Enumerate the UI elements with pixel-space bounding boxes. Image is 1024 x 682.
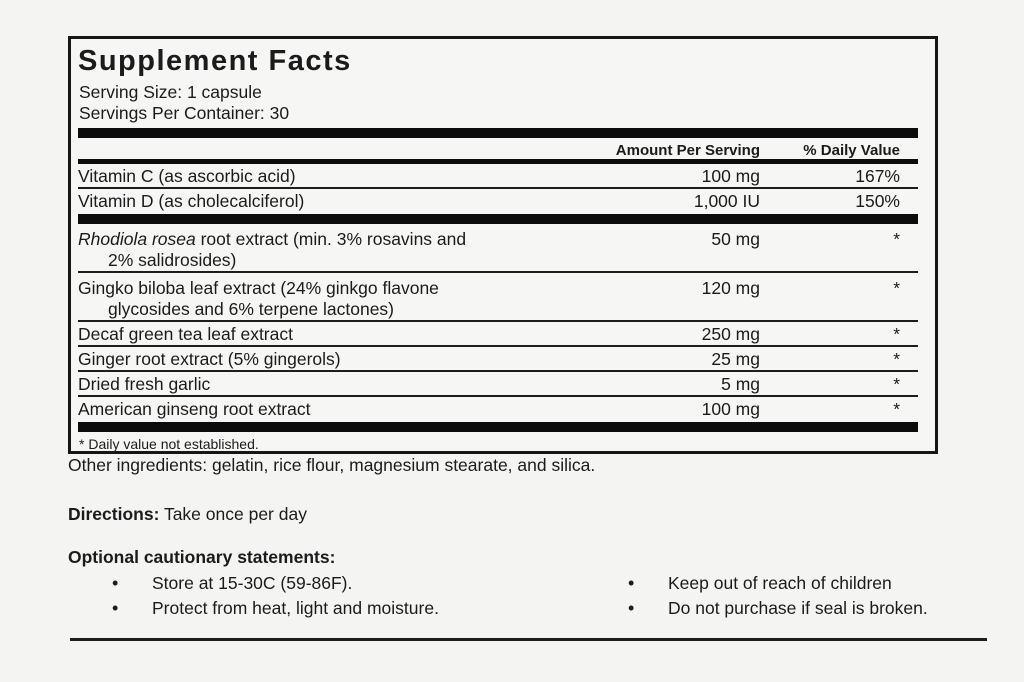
ingredient-name: Decaf green tea leaf extract — [78, 324, 293, 344]
ingredient-name-line2: 2% salidrosides) — [108, 250, 237, 270]
ingredient-name: American ginseng root extract — [78, 399, 311, 419]
amount-column-header: Amount Per Serving — [615, 142, 760, 159]
caution-text: Keep out of reach of children — [668, 573, 892, 593]
other-ingredients: Other ingredients: gelatin, rice flour, magnesium stearate, and silica. — [68, 455, 596, 475]
amount-cell: 50 mg — [711, 229, 760, 249]
bullet-icon: • — [112, 598, 119, 618]
daily-value-cell: * — [893, 399, 900, 419]
bullet-icon: • — [628, 573, 635, 593]
daily-value-cell: * — [893, 374, 900, 394]
bullet-icon: • — [628, 598, 635, 618]
ingredient-name: Vitamin C (as ascorbic acid) — [78, 166, 296, 186]
ingredient-row — [78, 224, 918, 273]
ingredient-name: Dried fresh garlic — [78, 374, 211, 394]
amount-cell: 25 mg — [711, 349, 760, 369]
directions-text: Take once per day — [159, 504, 307, 524]
bullet-icon: • — [112, 573, 119, 593]
daily-value-cell: * — [893, 278, 900, 298]
daily-value-column-header: % Daily Value — [803, 142, 900, 159]
table-header-row — [78, 138, 918, 159]
caution-item — [112, 571, 439, 596]
panel-title: Supplement Facts — [78, 45, 352, 77]
ingredient-row — [78, 397, 918, 422]
divider-bar — [78, 128, 918, 138]
ingredient-row — [78, 347, 918, 372]
ingredient-row — [78, 189, 918, 214]
cautions-heading: Optional cautionary statements: — [68, 547, 336, 567]
directions-line — [68, 504, 307, 525]
ingredient-row — [78, 322, 918, 347]
caution-text: Do not purchase if seal is broken. — [668, 598, 928, 618]
serving-size: Serving Size: 1 capsule — [79, 82, 262, 102]
scientific-name: Rhodiola rosea — [78, 229, 196, 249]
caution-item — [628, 571, 928, 596]
ingredient-name: Gingko biloba leaf extract (24% ginkgo flavone glycosides and 6% terpene lactones) — [78, 278, 615, 320]
caution-item — [628, 596, 928, 621]
ingredient-name-line2: glycosides and 6% terpene lactones) — [108, 299, 395, 319]
ingredient-row — [78, 273, 918, 322]
supplement-facts-panel — [68, 36, 938, 454]
facts-table — [78, 128, 918, 432]
ingredient-name: Rhodiola rosea root extract (min. 3% rosavins and 2% salidrosides) — [78, 229, 615, 271]
caution-item — [112, 596, 439, 621]
daily-value-cell: 167% — [855, 166, 900, 186]
serving-info — [71, 82, 935, 124]
divider-bar — [78, 214, 918, 224]
ingredient-row — [78, 372, 918, 397]
ingredient-row — [78, 164, 918, 189]
directions-label: Directions: — [68, 504, 160, 524]
daily-value-cell: * — [893, 229, 900, 249]
amount-cell: 100 mg — [701, 399, 760, 419]
ingredient-name: Ginger root extract (5% gingerols) — [78, 349, 341, 369]
amount-cell: 1,000 IU — [693, 191, 760, 211]
amount-cell: 120 mg — [701, 278, 760, 298]
amount-cell: 5 mg — [721, 374, 760, 394]
caution-text: Store at 15-30C (59-86F). — [152, 573, 353, 593]
bottom-divider — [70, 638, 987, 641]
servings-per-container: Servings Per Container: 30 — [79, 103, 290, 123]
daily-value-cell: * — [893, 349, 900, 369]
cautions-list-right — [628, 571, 928, 621]
ingredient-name: Vitamin D (as cholecalciferol) — [78, 191, 305, 211]
daily-value-cell: 150% — [855, 191, 900, 211]
daily-value-footnote: * Daily value not established. — [79, 436, 259, 452]
amount-cell: 250 mg — [701, 324, 760, 344]
amount-cell: 100 mg — [701, 166, 760, 186]
cautions-list-left — [112, 571, 439, 621]
daily-value-cell: * — [893, 324, 900, 344]
divider-bar — [78, 422, 918, 432]
caution-text: Protect from heat, light and moisture. — [152, 598, 439, 618]
